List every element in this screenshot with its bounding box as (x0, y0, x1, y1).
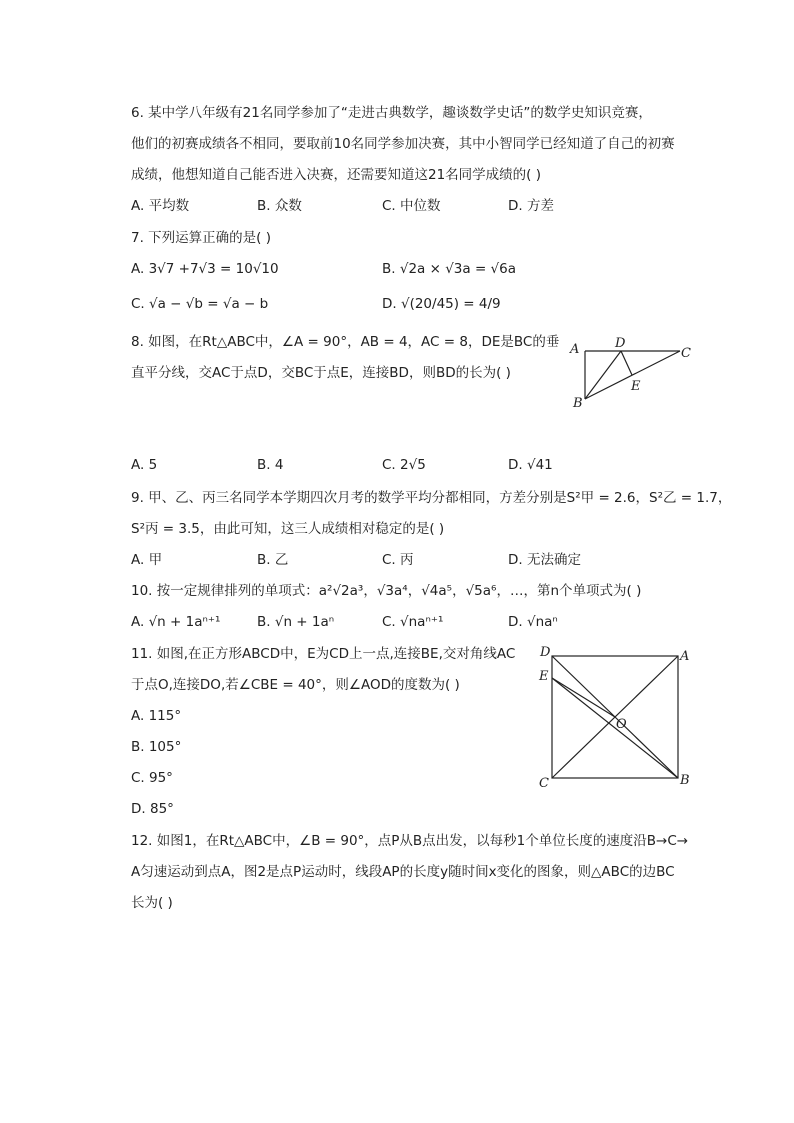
q9-line-2: S²丙 = 3.5，由此可知，这三人成绩相对稳定的是( ) (131, 521, 445, 537)
q9-option-b: B. 乙 (257, 552, 289, 568)
q11-option-d: D. 85° (131, 801, 174, 817)
q8-label-e: E (631, 379, 641, 394)
q11-square-figure (535, 642, 705, 792)
q10-option-a: A. √n + 1aⁿ⁺¹ (131, 614, 221, 630)
q11-label-o: O (616, 717, 627, 732)
q10-option-b: B. √n + 1aⁿ (257, 614, 335, 630)
q8-label-c: C (681, 346, 691, 361)
q8-option-d: D. √41 (508, 457, 553, 473)
q6-line-2: 他们的初赛成绩各不相同，要取前10名同学参加决赛，其中小智同学已经知道了自己的初赛 (131, 136, 675, 152)
q11-label-c: C (539, 776, 549, 791)
q7-option-c: C. √a − √b = √a − b (131, 296, 269, 312)
q10-option-d: D. √naⁿ (508, 614, 558, 630)
q11-line-1: 11. 如图,在正方形ABCD中，E为CD上一点,连接BE,交对角线AC (131, 646, 516, 662)
q8-label-b: B (573, 396, 583, 411)
q10-stem: 10. 按一定规律排列的单项式：a²√2a³，√3a⁴，√4a⁵，√5a⁶，…，第n个单项式为( ) (131, 583, 642, 599)
q11-label-a: A (680, 649, 690, 664)
q12-line-1: 12. 如图1，在Rt△ABC中，∠B = 90°，点P从B点出发，以每秒1个单位长度的速度沿B→C→ (131, 833, 689, 849)
q11-label-e: E (539, 669, 549, 684)
q8-line-1: 8. 如图，在Rt△ABC中，∠A = 90°，AB = 4，AC = 8，DE是BC的垂 (131, 334, 560, 350)
q9-option-c: C. 丙 (382, 552, 414, 568)
q9-option-d: D. 无法确定 (508, 552, 581, 568)
q11-option-c: C. 95° (131, 770, 173, 786)
q9-option-a: A. 甲 (131, 552, 163, 568)
q8-triangle-figure (565, 335, 695, 415)
q11-label-b: B (680, 773, 690, 788)
q12-line-3: 长为( ) (131, 895, 173, 911)
q11-option-b: B. 105° (131, 739, 182, 755)
q11-option-a: A. 115° (131, 708, 182, 724)
q6-option-b: B. 众数 (257, 198, 302, 214)
q6-line-1: 6. 某中学八年级有21名同学参加了“走进古典数学，趣谈数学史话”的数学史知识竞赛， (131, 105, 652, 121)
q8-label-a: A (570, 342, 580, 357)
q6-line-3: 成绩，他想知道自己能否进入决赛，还需要知道这21名同学成绩的( ) (131, 167, 542, 183)
q7-option-d: D. √(20/45) = 4/9 (382, 296, 501, 312)
q7-stem: 7. 下列运算正确的是( ) (131, 230, 271, 246)
q10-option-c: C. √naⁿ⁺¹ (382, 614, 444, 630)
q8-label-d: D (615, 336, 626, 351)
q11-line-2: 于点O,连接DO,若∠CBE = 40°，则∠AOD的度数为( ) (131, 677, 460, 693)
q11-label-d: D (540, 645, 551, 660)
q6-option-d: D. 方差 (508, 198, 554, 214)
q8-option-b: B. 4 (257, 457, 284, 473)
q7-option-b: B. √2a × √3a = √6a (382, 261, 517, 277)
q12-line-2: A匀速运动到点A，图2是点P运动时，线段AP的长度y随时间x变化的图象，则△ABC的边BC (131, 864, 675, 880)
q7-option-a: A. 3√7 +7√3 = 10√10 (131, 261, 279, 277)
q8-option-c: C. 2√5 (382, 457, 426, 473)
q6-option-a: A. 平均数 (131, 198, 190, 214)
q8-option-a: A. 5 (131, 457, 158, 473)
q9-line-1: 9. 甲、乙、丙三名同学本学期四次月考的数学平均分都相同，方差分别是S²甲 = 2.6，S²乙 = 1.7， (131, 490, 732, 506)
q6-option-c: C. 中位数 (382, 198, 441, 214)
q8-line-2: 直平分线，交AC于点D，交BC于点E，连接BD，则BD的长为( ) (131, 365, 511, 381)
